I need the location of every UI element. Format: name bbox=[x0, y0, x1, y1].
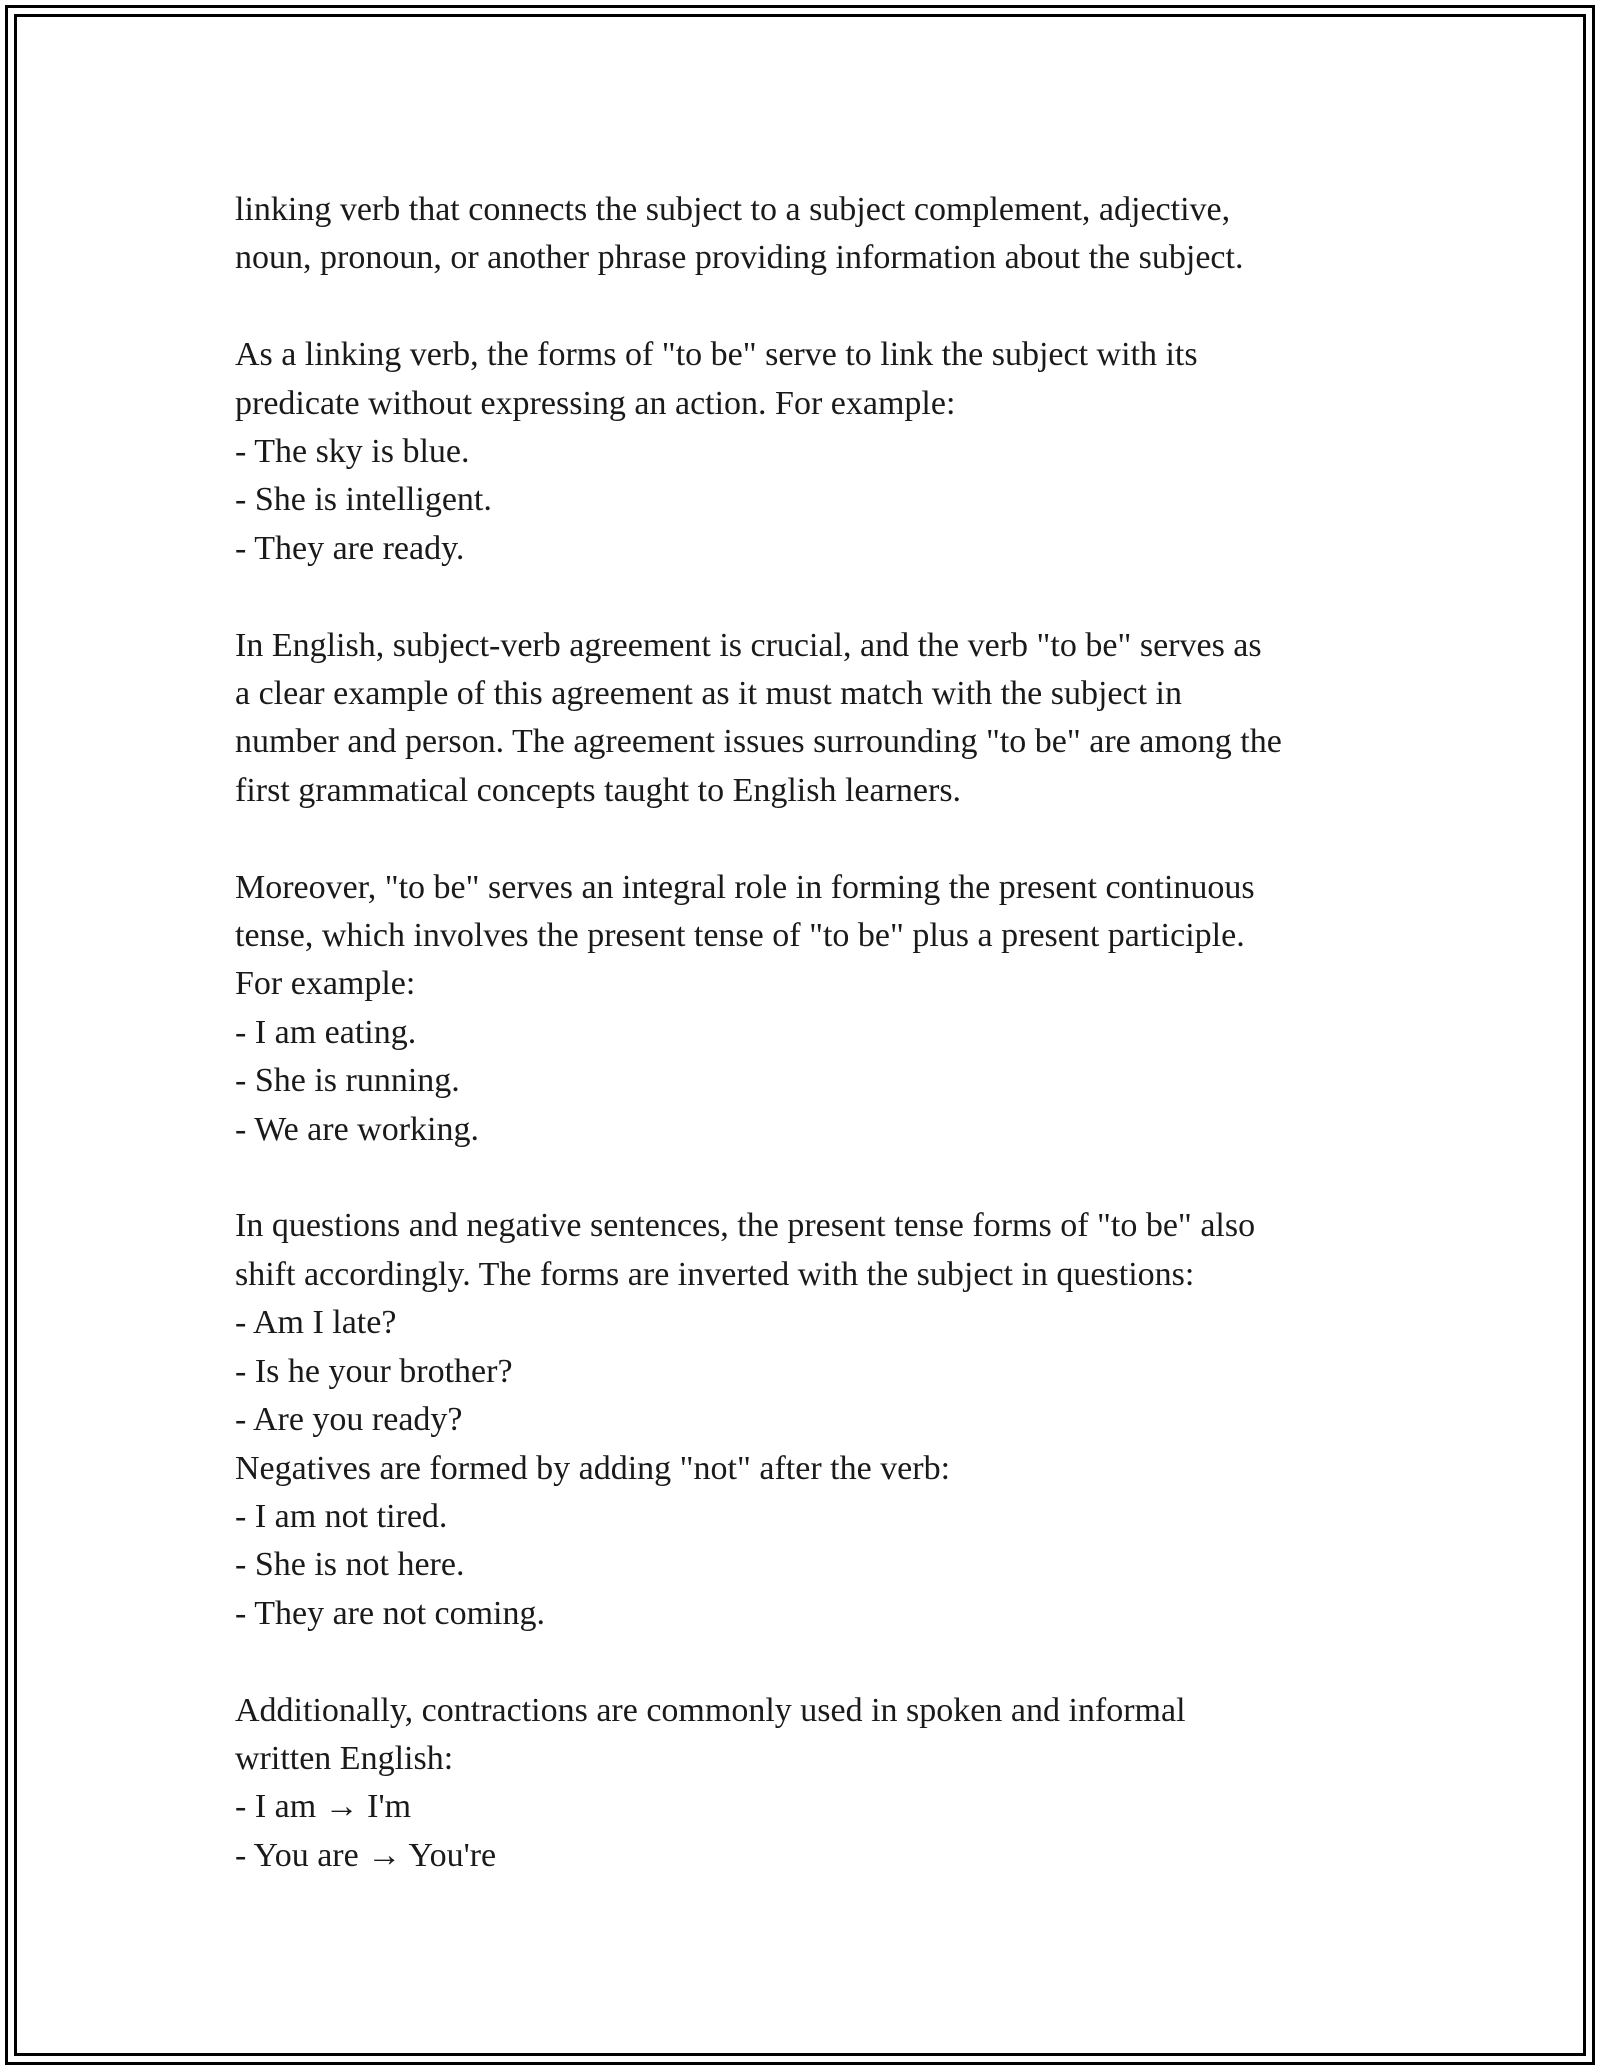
document-body bbox=[235, 186, 1395, 1880]
paragraph-questions-negatives bbox=[235, 1202, 1395, 1638]
paragraph-spacer bbox=[235, 1154, 1395, 1202]
example-list-item: - She is intelligent. bbox=[235, 481, 492, 519]
text-line: As a linking verb, the forms of "to be" serve to link the subject with its bbox=[235, 336, 1198, 374]
paragraph-subject-verb-agreement bbox=[235, 622, 1395, 816]
example-list-item: - I am → I'm bbox=[235, 1788, 412, 1826]
text-line: Moreover, "to be" serves an integral role in forming the present continuous bbox=[235, 868, 1255, 906]
text-line: a clear example of this agreement as it must match with the subject in bbox=[235, 675, 1182, 713]
example-list-item: - The sky is blue. bbox=[235, 433, 470, 471]
paragraph-spacer bbox=[235, 283, 1395, 331]
example-list-item: - Are you ready? bbox=[235, 1401, 463, 1439]
example-list-item: - They are ready. bbox=[235, 529, 465, 567]
text-line: written English: bbox=[235, 1739, 454, 1777]
text-line: tense, which involves the present tense of "to be" plus a present participle. bbox=[235, 917, 1245, 955]
example-list-item: - Is he your brother? bbox=[235, 1352, 513, 1390]
text-line: predicate without expressing an action. For example: bbox=[235, 384, 956, 422]
text-line: In English, subject-verb agreement is crucial, and the verb "to be" serves as bbox=[235, 626, 1262, 664]
text-line: linking verb that connects the subject to a subject complement, adjective, bbox=[235, 191, 1231, 228]
text-line: first grammatical concepts taught to English learners. bbox=[235, 771, 962, 809]
text-line: Additionally, contractions are commonly used in spoken and informal bbox=[235, 1691, 1186, 1729]
text-line: number and person. The agreement issues surrounding "to be" are among the bbox=[235, 723, 1282, 761]
paragraph-contractions bbox=[235, 1687, 1395, 1881]
paragraph-linking-verb-definition bbox=[235, 186, 1395, 283]
text-line: In questions and negative sentences, the present tense forms of "to be" also bbox=[235, 1207, 1256, 1245]
paragraph-spacer bbox=[235, 573, 1395, 621]
example-list-item: - I am eating. bbox=[235, 1013, 417, 1051]
example-list-item: - We are working. bbox=[235, 1110, 479, 1148]
paragraph-spacer bbox=[235, 815, 1395, 863]
example-list-item: - She is running. bbox=[235, 1062, 460, 1100]
paragraph-present-continuous bbox=[235, 864, 1395, 1154]
example-list-item: - Am I late? bbox=[235, 1304, 397, 1342]
text-line: For example: bbox=[235, 965, 416, 1003]
example-list-item: - You are → You're bbox=[235, 1836, 497, 1874]
paragraph-spacer bbox=[235, 1638, 1395, 1686]
paragraph-linking-verb-examples bbox=[235, 331, 1395, 573]
text-line: shift accordingly. The forms are inverted with the subject in questions: bbox=[235, 1255, 1195, 1293]
example-list-item: - She is not here. bbox=[235, 1546, 465, 1584]
text-line: noun, pronoun, or another phrase providing information about the subject. bbox=[235, 239, 1244, 277]
example-list-item: - They are not coming. bbox=[235, 1594, 546, 1632]
text-line: Negatives are formed by adding "not" after the verb: bbox=[235, 1449, 951, 1487]
example-list-item: - I am not tired. bbox=[235, 1497, 448, 1535]
